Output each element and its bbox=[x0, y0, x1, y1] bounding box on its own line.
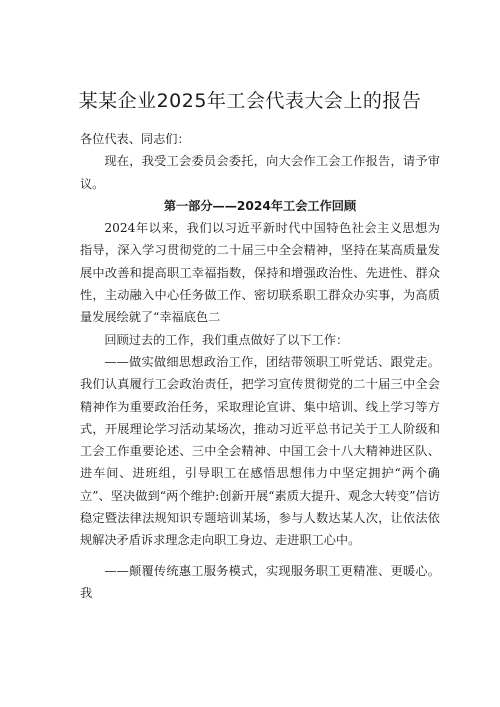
salutation: 各位代表、同志们： bbox=[80, 132, 190, 146]
body-paragraph-2: 回顾过去的工作，我们重点做好了以下工作： bbox=[104, 332, 349, 347]
body-paragraph-1: 2024年以来，我们以习近平新时代中国特色社会主义思想为指导，深入学习贯彻党的二十届三中全会精神，坚持在某高质量发展中改善和提高职工幸福指数，保持和增强政治性、先进性、群众性，主动融入中心任务做工作、密切联系职工群众办实事，为高质量发展绘就了“幸福底色二 bbox=[80, 221, 440, 325]
body-paragraph-3: ——做实做细思想政治工作，团结带领职工听党话、跟党走。我们认真履行工会政治责任，把学习宣传贯彻党的二十届三中全会精神作为重要政治任务，采取理论宣讲、集中培训、线上学习等方式，开展理论学习活动某场次，推动习近平总书记关于工人阶级和工会工作重要论述、三中全会精神、中国工会十八大精神进区队、进车间、进班组，引导职工在感悟思想伟力中坚定拥护“两个确立”、坚决做到“两个维护:创新开展“素质大提升、观念大转变”信访稳定暨法律法规知识专题培训某场，参与人数达某人次，让依法依规解决矛盾诉求理念走向职工身边、走进职工心中。 bbox=[80, 354, 440, 548]
opening-paragraph: 现在，我受工会委员会委托，向大会作工会工作报告，请予审议。 bbox=[80, 154, 440, 191]
document-body bbox=[80, 128, 440, 604]
body-paragraph-4: ——颠覆传统惠工服务模式，实现服务职工更精准、更暖心。我 bbox=[80, 563, 440, 600]
section-heading: 第一部分——2024年工会工作回顾 bbox=[163, 198, 357, 213]
document-title: 某某企业2025年工会代表大会上的报告 bbox=[78, 90, 422, 112]
